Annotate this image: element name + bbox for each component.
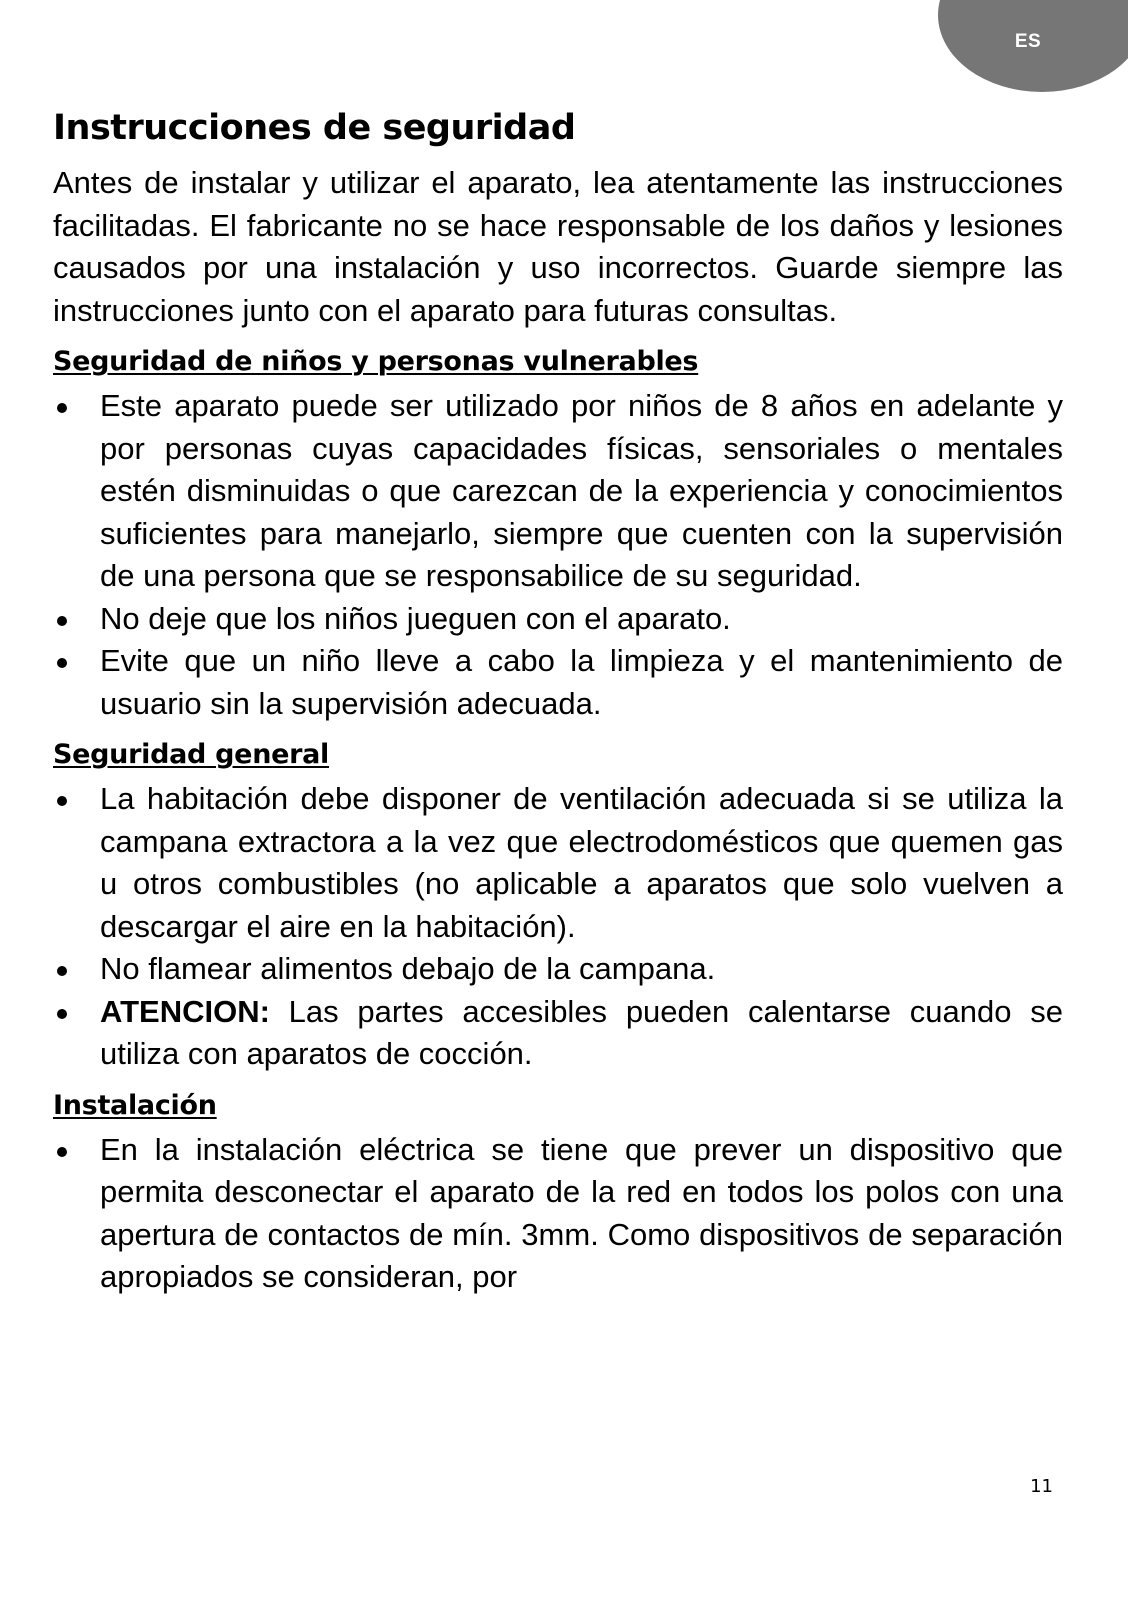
warning-label: ATENCION:	[100, 993, 270, 1029]
bullet-icon	[57, 1009, 67, 1019]
page-title: Instrucciones de seguridad	[53, 108, 576, 148]
section-heading-general-safety: Seguridad general	[53, 739, 330, 770]
bullet-icon	[57, 658, 67, 668]
list-item	[53, 385, 1063, 598]
list-item	[53, 991, 1063, 1076]
intro-paragraph: Antes de instalar y utilizar el aparato, lea atentamente las instrucciones facilitadas. El fabricante no se hace responsable de los daños y lesiones causados por una instalación y uso incorrectos. Guarde siempre las instrucciones junto con el aparato para futuras consultas.	[53, 165, 1063, 328]
list-item	[53, 1129, 1063, 1299]
language-label: ES	[1014, 31, 1042, 52]
bullet-icon	[57, 966, 67, 976]
bullet-icon	[57, 1147, 67, 1157]
list-item-text: En la instalación eléctrica se tiene que prever un dispositivo que permita desconectar el aparato de la red en todos los polos con una apertura de contactos de mín. 3mm. Como dispositivos de separación apropiados se consideran, por	[100, 1131, 1063, 1294]
bullet-icon	[57, 403, 67, 413]
list-item-text: Este aparato puede ser utilizado por niños de 8 años en adelante y por personas cuyas capacidades físicas, sensoriales o mentales estén disminuidas o que carezcan de la experiencia y conocimientos suficientes para manejarlo, siempre que cuenten con la supervisión de una persona que se responsabilice de su seguridad.	[100, 388, 1063, 593]
page-number: 11	[1030, 1476, 1053, 1497]
section-heading-installation: Instalación	[53, 1089, 217, 1121]
list-item-text: No deje que los niños jueguen con el aparato.	[100, 600, 731, 636]
list-item-text: No flamear alimentos debajo de la campana.	[100, 951, 716, 986]
general-safety-list	[53, 778, 1063, 1076]
list-item-text: Evite que un niño lleve a cabo la limpieza y el mantenimiento de usuario sin la supervisión adecuada.	[100, 643, 1063, 721]
list-item	[53, 598, 1063, 641]
bullet-icon	[57, 616, 67, 626]
section-heading-children-safety: Seguridad de niños y personas vulnerables	[53, 346, 699, 377]
list-item-text: La habitación debe disponer de ventilación adecuada si se utiliza la campana extractora a la vez que electrodomésticos que quemen gas u otros combustibles (no aplicable a aparatos que solo vuelven a descargar el aire en la habitación).	[100, 781, 1063, 944]
list-item	[53, 778, 1063, 948]
list-item	[53, 640, 1063, 725]
bullet-icon	[57, 796, 67, 806]
page-content	[53, 106, 1063, 1299]
installation-list	[53, 1129, 1063, 1299]
list-item-text: Las partes accesibles pueden calentarse cuando se utiliza con aparatos de cocción.	[100, 993, 1063, 1071]
list-item	[53, 948, 1063, 991]
children-safety-list	[53, 385, 1063, 725]
